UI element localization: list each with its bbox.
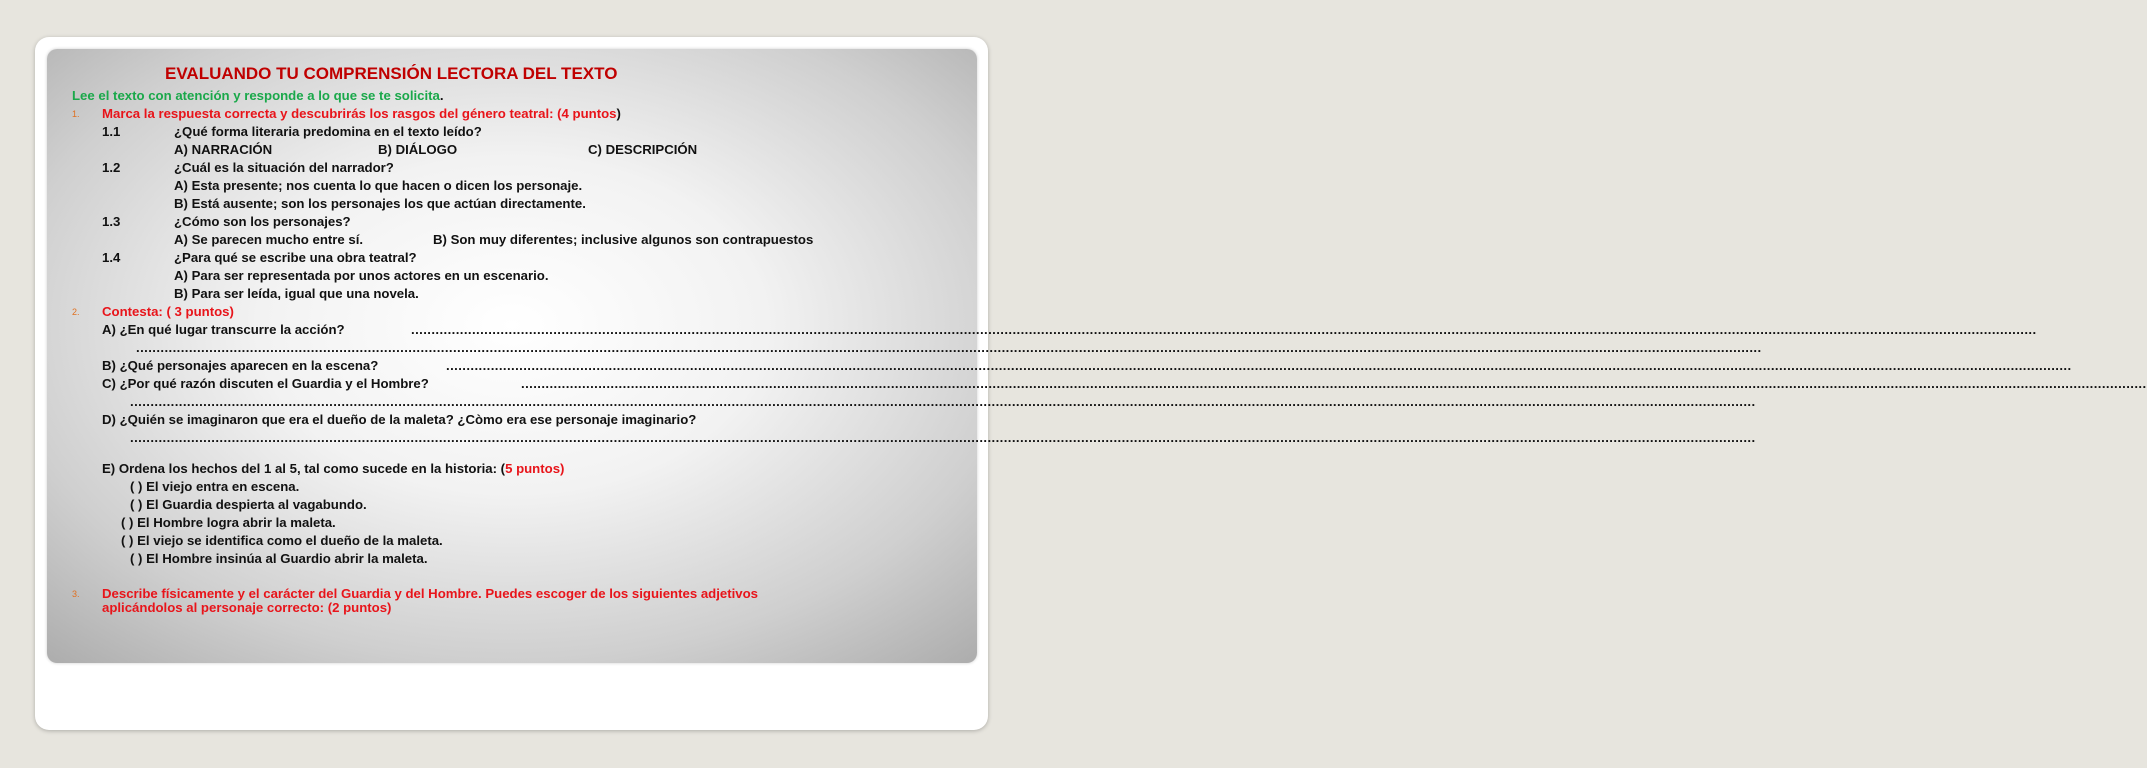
q1-option-c[interactable]: C) DESCRIPCIÓN bbox=[588, 142, 698, 157]
intro-end: . bbox=[439, 88, 444, 103]
q4-option-b[interactable]: B) Para ser leída, igual que una novela. bbox=[174, 286, 419, 301]
section1-heading-end: ) bbox=[616, 106, 621, 121]
question-e-points: 5 puntos) bbox=[505, 461, 565, 476]
q3-option-b[interactable]: B) Son muy diferentes; inclusive algunos son contrapuestos bbox=[433, 232, 814, 247]
q4-text: ¿Para qué se escribe una obra teatral? bbox=[174, 250, 417, 265]
section1-heading-text: Marca la respuesta correcta y descubrirás los rasgos del género teatral: (4 puntos bbox=[102, 106, 617, 121]
page-title: EVALUANDO TU COMPRENSIÓN LECTORA DEL TEXTO bbox=[165, 64, 618, 83]
q1-number: 1.1 bbox=[102, 124, 121, 139]
section1-heading bbox=[102, 106, 621, 122]
answer-c-line-1[interactable]: ................................................................................................................................................................................................................................................................................................................................................................................................................ bbox=[521, 376, 2147, 391]
q2-option-b[interactable]: B) Está ausente; son los personajes los que actúan directamente. bbox=[174, 196, 586, 211]
intro-line bbox=[72, 88, 444, 104]
section1-number: 1. bbox=[72, 109, 80, 119]
event-item-3[interactable]: ( ) El Hombre logra abrir la maleta. bbox=[121, 515, 336, 530]
q2-text: ¿Cuál es la situación del narrador? bbox=[174, 160, 394, 175]
answer-a-line-1[interactable]: ................................................................................................................................................................................................................................................................................................................................................................................................................ bbox=[411, 322, 2037, 337]
intro-text: Lee el texto con atención y responde a lo que se te solicita bbox=[72, 88, 440, 103]
section2-number: 2. bbox=[72, 307, 80, 317]
answer-b-line[interactable]: ................................................................................................................................................................................................................................................................................................................................................................................................................ bbox=[446, 358, 2072, 373]
question-e bbox=[102, 461, 564, 477]
q3-number: 1.3 bbox=[102, 214, 121, 229]
question-e-text: E) Ordena los hechos del 1 al 5, tal como sucede en la historia: ( bbox=[102, 461, 506, 476]
question-a: A) ¿En qué lugar transcurre la acción? bbox=[102, 322, 345, 337]
q4-number: 1.4 bbox=[102, 250, 121, 265]
q1-option-b[interactable]: B) DIÁLOGO bbox=[378, 142, 458, 157]
q3-option-a[interactable]: A) Se parecen mucho entre sí. bbox=[174, 232, 364, 247]
answer-c-line-2[interactable]: ................................................................................................................................................................................................................................................................................................................................................................................................................ bbox=[130, 394, 1756, 409]
q2-number: 1.2 bbox=[102, 160, 121, 175]
answer-a-line-2[interactable]: ................................................................................................................................................................................................................................................................................................................................................................................................................ bbox=[136, 340, 1762, 355]
section3-line-1: Describe físicamente y el carácter del Guardia y del Hombre. Puedes escoger de los siguientes adjetivos bbox=[102, 586, 758, 601]
question-b: B) ¿Qué personajes aparecen en la escena? bbox=[102, 358, 379, 373]
event-item-5[interactable]: ( ) El Hombre insinúa al Guardio abrir la maleta. bbox=[130, 551, 428, 566]
q1-text: ¿Qué forma literaria predomina en el texto leído? bbox=[174, 124, 482, 139]
question-c: C) ¿Por qué razón discuten el Guardia y el Hombre? bbox=[102, 376, 429, 391]
question-d: D) ¿Quién se imaginaron que era el dueño de la maleta? ¿Còmo era ese personaje imaginario? bbox=[102, 412, 697, 427]
answer-d-line[interactable]: ................................................................................................................................................................................................................................................................................................................................................................................................................ bbox=[130, 430, 1756, 445]
q3-text: ¿Cómo son los personajes? bbox=[174, 214, 351, 229]
event-item-2[interactable]: ( ) El Guardia despierta al vagabundo. bbox=[130, 497, 367, 512]
section3-line-2: aplicándolos al personaje correcto: (2 puntos) bbox=[102, 600, 392, 615]
q1-option-a[interactable]: A) NARRACIÓN bbox=[174, 142, 273, 157]
q4-option-a[interactable]: A) Para ser representada por unos actores en un escenario. bbox=[174, 268, 549, 283]
event-item-4[interactable]: ( ) El viejo se identifica como el dueño de la maleta. bbox=[121, 533, 443, 548]
event-item-1[interactable]: ( ) El viejo entra en escena. bbox=[130, 479, 300, 494]
section3-number: 3. bbox=[72, 589, 80, 599]
section2-heading: Contesta: ( 3 puntos) bbox=[102, 304, 234, 319]
q2-option-a[interactable]: A) Esta presente; nos cuenta lo que hacen o dicen los personaje. bbox=[174, 178, 583, 193]
